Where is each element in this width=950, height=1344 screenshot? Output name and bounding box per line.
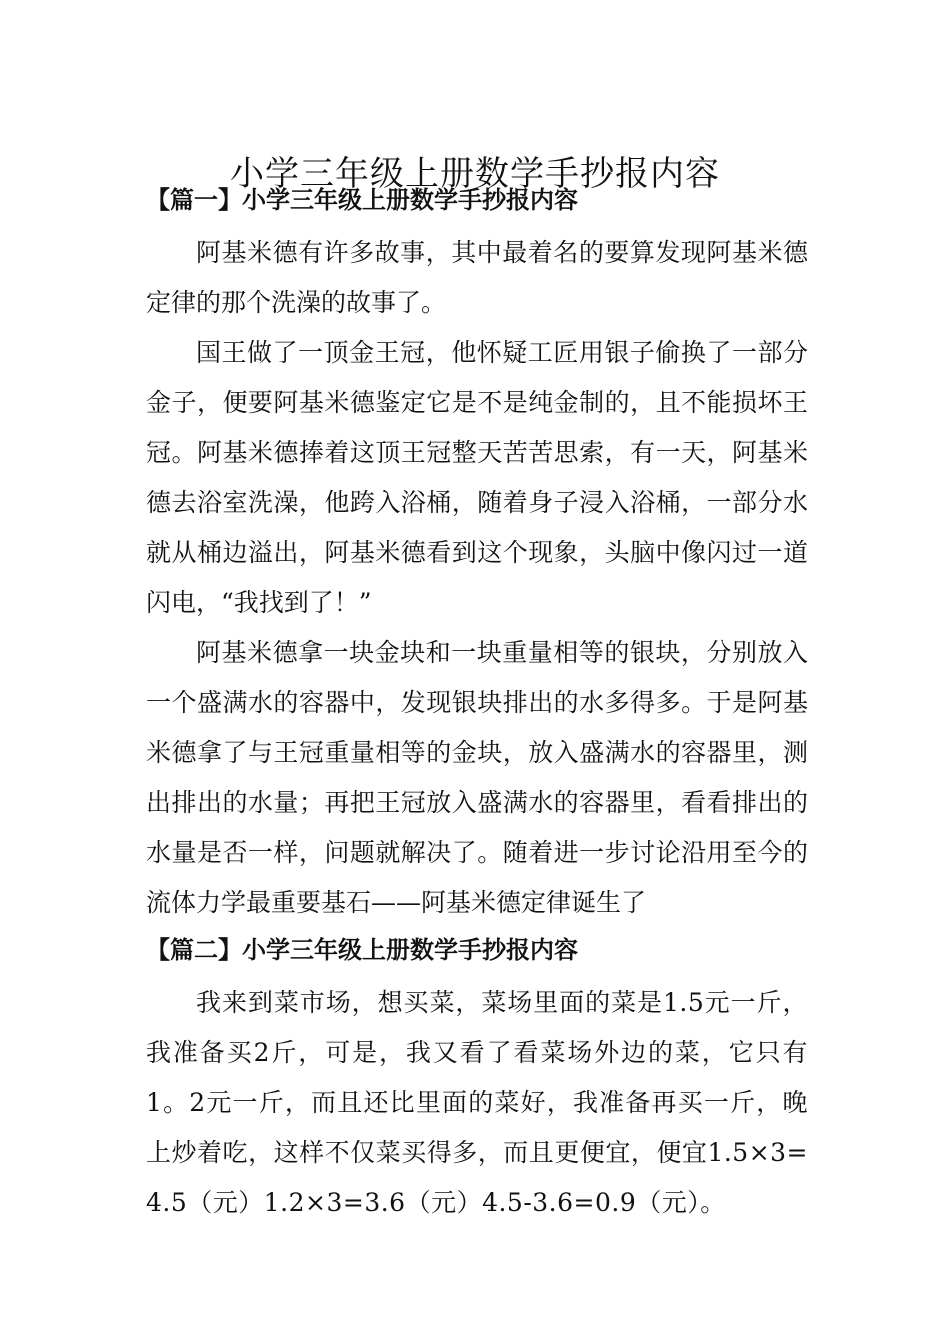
section-2 [146,928,808,1228]
section-heading: 【篇二】小学三年级上册数学手抄报内容 [146,935,578,964]
page-title: 小学三年级上册数学手抄报内容 [230,153,720,194]
paragraph: 阿基米德拿一块金块和一块重量相等的银块，分别放入一个盛满水的容器中，发现银块排出的水多得多。于是阿基米德拿了与王冠重量相等的金块，放入盛满水的容器里，测出排出的水量；再把王冠放入盛满水的容器里，看看排出的水量是否一样，问题就解决了。随着进一步讨论沿用至今的流体力学最重要基石——阿基米德定律诞生了 [146,638,808,917]
paragraph: 阿基米德有许多故事，其中最着名的要算发现阿基米德定律的那个洗澡的故事了。 [146,238,808,317]
paragraph: 国王做了一顶金王冠，他怀疑工匠用银子偷换了一部分金子，便要阿基米德鉴定它是不是纯金制的，且不能损坏王冠。阿基米德捧着这顶王冠整天苦苦思索，有一天，阿基米德去浴室洗澡，他跨入浴桶，随着身子浸入浴桶，一部分水就从桶边溢出，阿基米德看到这个现象，头脑中像闪过一道闪电，“我找到了！” [146,338,808,617]
section-1 [146,178,808,928]
document-body [146,178,808,1228]
paragraph: 我来到菜市场，想买菜，菜场里面的菜是1.5元一斤，我准备买2斤，可是，我又看了看菜场外边的菜，它只有1。2元一斤，而且还比里面的菜好，我准备再买一斤，晚上炒着吃，这样不仅菜买得多，而且更便宜，便宜1.5×3=4.5（元）1.2×3=3.6（元）4.5-3.6=0.9（元）。 [146,988,808,1217]
section-heading: 【篇一】小学三年级上册数学手抄报内容 [146,185,578,214]
